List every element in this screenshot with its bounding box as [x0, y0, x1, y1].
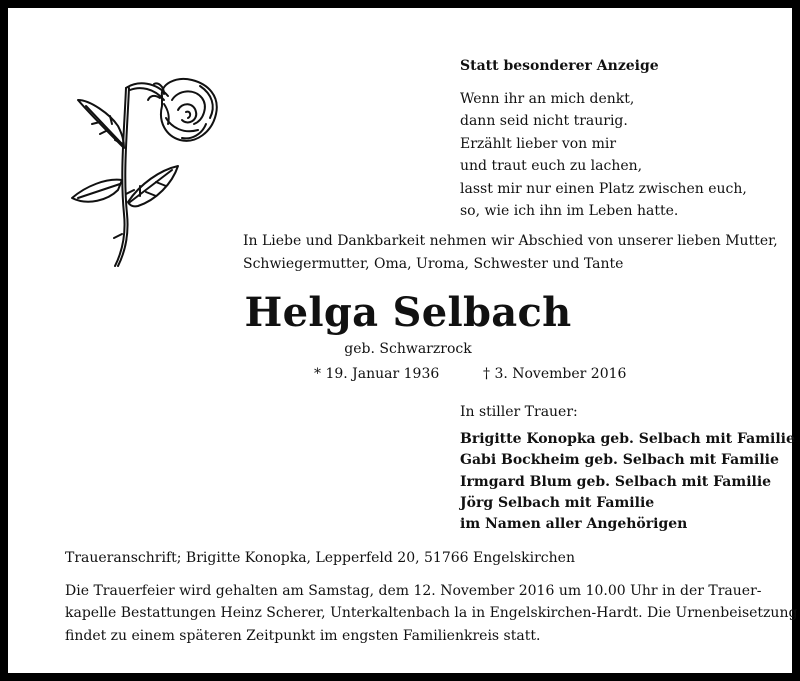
- poem-line: lasst mir nur einen Platz zwischen euch,: [460, 180, 747, 197]
- mourner-item: Gabi Bockheim geb. Selbach mit Familie: [460, 452, 779, 469]
- mourners-list: [460, 429, 795, 535]
- birth-date: * 19. Januar 1936: [314, 366, 440, 382]
- intro-line: In Liebe und Dankbarkeit nehmen wir Abschied von unserer lieben Mutter,: [243, 233, 778, 249]
- maiden-name: geb. Schwarzrock: [344, 341, 472, 357]
- poem: [460, 88, 747, 222]
- ceremony-line: kapelle Bestattungen Heinz Scherer, Unterkaltenbach la in Engelskirchen-Hardt. Die Urnenbeisetzung: [65, 605, 798, 622]
- mourner-item: Brigitte Konopka geb. Selbach mit Familie: [460, 431, 795, 447]
- poem-line: und traut euch zu lachen,: [460, 158, 643, 175]
- death-date: † 3. November 2016: [483, 366, 627, 382]
- ceremony-info: [65, 580, 798, 647]
- deceased-name: Helga Selbach: [244, 289, 572, 336]
- notice-header: Statt besonderer Anzeige: [460, 58, 659, 74]
- mourning-address: Traueranschrift; Brigitte Konopka, Lepperfeld 20, 51766 Engelskirchen: [65, 550, 575, 566]
- poem-line: Wenn ihr an mich denkt,: [460, 91, 635, 107]
- intro-text: [243, 230, 778, 275]
- rose-icon: [60, 74, 230, 274]
- mourner-item: Jörg Selbach mit Familie: [460, 494, 655, 511]
- poem-line: so, wie ich ihn im Leben hatte.: [460, 203, 679, 220]
- ceremony-line: Die Trauerfeier wird gehalten am Samstag, dem 12. November 2016 um 10.00 Uhr in der Trauer-: [65, 583, 762, 599]
- mourner-item: Irmgard Blum geb. Selbach mit Familie: [460, 473, 772, 490]
- mourner-item: im Namen aller Angehörigen: [460, 516, 688, 533]
- poem-line: dann seid nicht traurig.: [460, 113, 628, 130]
- intro-line: Schwiegermutter, Oma, Uroma, Schwester und Tante: [243, 255, 624, 272]
- mourning-label: In stiller Trauer:: [460, 404, 578, 420]
- poem-line: Erzählt lieber von mir: [460, 135, 617, 152]
- ceremony-line: findet zu einem späteren Zeitpunkt im engsten Familienkreis statt.: [65, 627, 541, 644]
